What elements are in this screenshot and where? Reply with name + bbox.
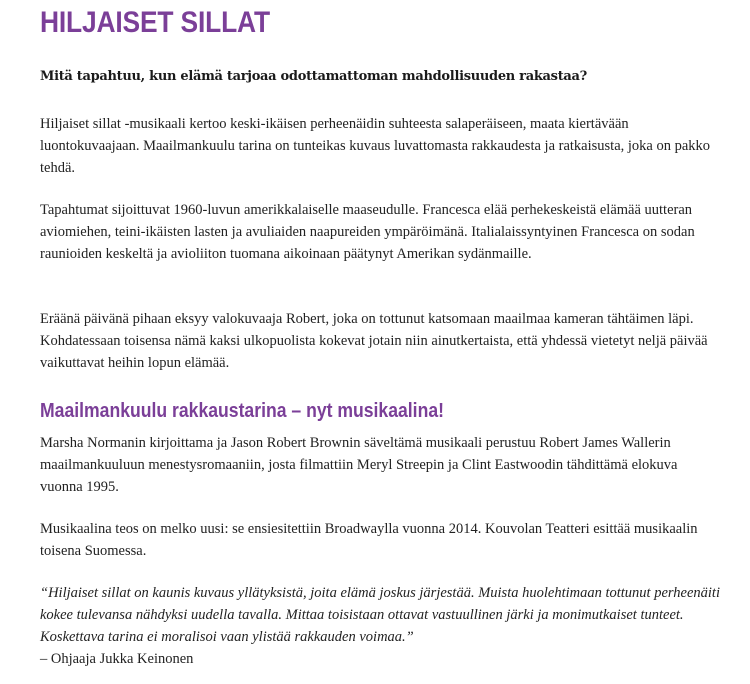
premiere-paragraph: Musikaalina teos on melko uusi: se ensiesitettiin Broadwaylla vuonna 2014. Kouvolan Teatteri esittää musikaalin toisena Suomessa. — [40, 521, 698, 559]
story-paragraph: Eräänä päivänä pihaan eksyy valokuvaaja Robert, joka on tottunut katsomaan maailmaa kameran tähtäimen läpi. Kohdatessaan toisensa nämä kaksi ulkopuolista kokevat jotain niin ainutkertaista, että yhdessä vietetyt neljä päivää vaikuttavat heihin lopun elämää. — [40, 311, 708, 371]
page-title: HILJAISET SILLAT — [40, 6, 270, 39]
background-paragraph: Marsha Normanin kirjoittama ja Jason Robert Brownin säveltämä musikaali perustuu Robert James Wallerin maailmankuuluun menestysromaaniin, josta filmattiin Meryl Streepin ja Clint Eastwoodin tähdittämä elokuva vuonna 1995. — [40, 435, 678, 495]
section-heading: Maailmankuulu rakkaustarina – nyt musikaalina! — [40, 400, 444, 422]
lead-question: Mitä tapahtuu, kun elämä tarjoaa odottamattoman mahdollisuuden rakastaa? — [40, 69, 587, 84]
quote-attribution: – Ohjaaja Jukka Keinonen — [40, 651, 194, 667]
setting-paragraph: Tapahtumat sijoittuvat 1960-luvun amerikkalaiselle maaseudulle. Francesca elää perhekeskeistä elämää uutteran aviomiehen, teini-ikäisten lasten ja avuliaiden naapureiden ympäröimänä. Italialaissyntyinen Francesca on sodan raunioiden keskeltä ja avioliiton tuomana aikoinaan päätynyt Amerikan sydänmaille. — [40, 202, 695, 262]
director-quote: “Hiljaiset sillat on kaunis kuvaus yllätyksistä, joita elämä joskus järjestää. Muista huolehtimaan tottunut perheenäiti kokee tulevansa nähdyksi uudella tavalla. Mittaa toisistaan ottavat vastuullinen järki ja monimutkaiset tunteet. Koskettava tarina ei moralisoi vaan ylistää rakkauden voimaa.” — [40, 585, 720, 645]
intro-paragraph: Hiljaiset sillat -musikaali kertoo keski-ikäisen perheenäidin suhteesta salaperäiseen, maata kiertävään luontokuvaajaan. Maailmankuulu tarina on tunteikas kuvaus luvattomasta rakkaudesta ja ratkaisusta, joka on pakko tehdä. — [40, 116, 711, 176]
